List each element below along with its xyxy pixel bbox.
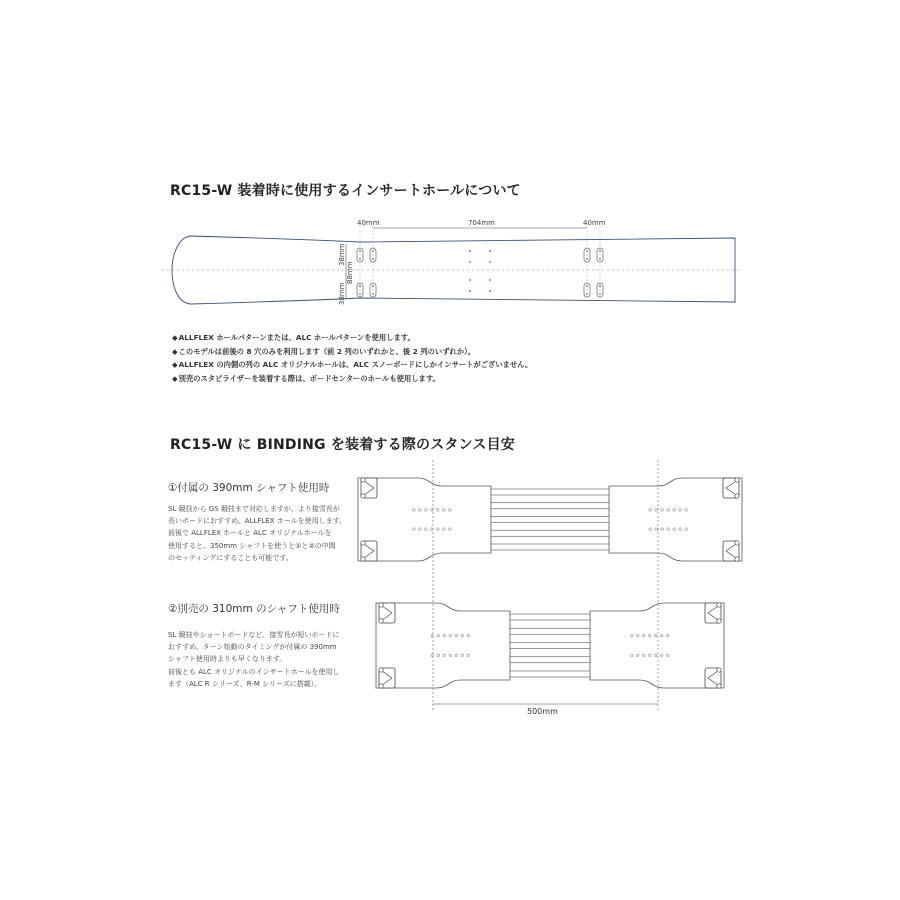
clamp-screw xyxy=(717,603,721,607)
clamp-screw xyxy=(735,494,739,498)
stance-title: RC15-W に BINDING を装着する際のスタンス目安 xyxy=(170,437,515,453)
option2-heading: ②別売の 310mm のシャフト使用時 xyxy=(168,603,340,615)
shaft-bar xyxy=(510,614,590,620)
shaft-bar xyxy=(510,657,590,663)
clamp-screw xyxy=(717,619,721,623)
text-line: ます（ALC R シリーズ、R-M シリーズに搭載）。 xyxy=(168,679,322,688)
clamp-screw xyxy=(379,684,383,688)
dim-upper-38: 38mm xyxy=(338,243,346,266)
binding-390mm-diagram xyxy=(358,478,742,561)
center-hole xyxy=(489,250,491,252)
note: ◆ ALLFLEX ホールパターンまたは、ALC ホールパターンを使用します。 xyxy=(172,331,532,345)
text-line: 長いボードにおすすめ。ALLFLEX ホールを使用します。 xyxy=(168,517,347,526)
shaft-bar xyxy=(510,643,590,649)
center-hole xyxy=(489,279,491,281)
option1-text xyxy=(168,503,368,564)
center-hole xyxy=(489,290,491,292)
clamp-screw xyxy=(361,478,365,482)
text-line: シャフト使用時よりも早くなります。 xyxy=(168,655,287,664)
option1-heading: ①付属の 390mm シャフト使用時 xyxy=(168,482,330,494)
clamp-screw xyxy=(717,684,721,688)
text-line: 使用すると、350mm シャフトを使うと①と②の中間 xyxy=(168,541,336,550)
insert-notes xyxy=(172,331,532,385)
center-hole xyxy=(469,279,471,281)
note: ◆ ALLFLEX の内側の列の ALC オリジナルホールは、ALC スノーボードにしかインサートがございません。 xyxy=(172,358,532,372)
insert-hole-title: RC15-W 装着時に使用するインサートホールについて xyxy=(170,183,521,199)
shaft-bar xyxy=(491,503,609,509)
binding-plate xyxy=(376,603,510,688)
clamp-screw xyxy=(735,478,739,482)
text-line: 前後とも ALC オリジナルのインサートホールを使用し xyxy=(168,667,340,676)
dim-middle-88: 88mm xyxy=(346,261,354,284)
center-hole xyxy=(469,250,471,252)
dim-left-40: 40mm xyxy=(357,219,380,227)
shaft-bar xyxy=(491,517,609,523)
text-line: 前後で ALLFLEX ホールと ALC オリジナルホールを xyxy=(168,529,332,538)
dim-center-704: 704mm xyxy=(468,219,495,227)
clamp-screw xyxy=(379,668,383,672)
text-line: SL 競技から GS 競技まで対応しますが、より接雪長が xyxy=(168,505,340,513)
clamp-screw xyxy=(379,603,383,607)
note: ◆ このモデルは前後の 8 穴のみを利用します（前 2 列のいずれかと、後 2 列のいずれか）。 xyxy=(172,345,532,359)
center-hole xyxy=(469,261,471,263)
clamp-screw xyxy=(717,668,721,672)
binding-310mm-diagram xyxy=(376,603,724,688)
center-hole xyxy=(469,290,471,292)
binding-plate xyxy=(609,478,742,561)
text-line: おすすめ。ターン始動のタイミングが付属の 390mm xyxy=(168,643,337,652)
stance-dim-label: 500mm xyxy=(527,707,558,716)
clamp-screw xyxy=(735,557,739,561)
shaft-bar xyxy=(491,489,609,495)
shaft-bar xyxy=(510,628,590,634)
binding-plate xyxy=(358,478,491,561)
clamp-screw xyxy=(379,619,383,623)
shaft-bar xyxy=(491,530,609,536)
text-line: のセッティングにすることも可能です。 xyxy=(168,553,293,562)
note: ◆ 別売のスタビライザーを装着する際は、ボードセンターのホールも使用します。 xyxy=(172,372,532,386)
dim-right-40: 40mm xyxy=(583,219,606,227)
shaft-bar xyxy=(491,544,609,550)
snowboard-diagram xyxy=(162,219,740,305)
text-line: SL 競技やショートボードなど、接雪長が短いボードに xyxy=(168,631,340,639)
option2-text xyxy=(168,629,368,690)
center-hole xyxy=(489,261,491,263)
shaft-bar xyxy=(510,671,590,677)
dim-lower-38: 38mm xyxy=(338,282,346,305)
binding-plate xyxy=(590,603,724,688)
clamp-screw xyxy=(361,494,365,498)
clamp-screw xyxy=(735,541,739,545)
